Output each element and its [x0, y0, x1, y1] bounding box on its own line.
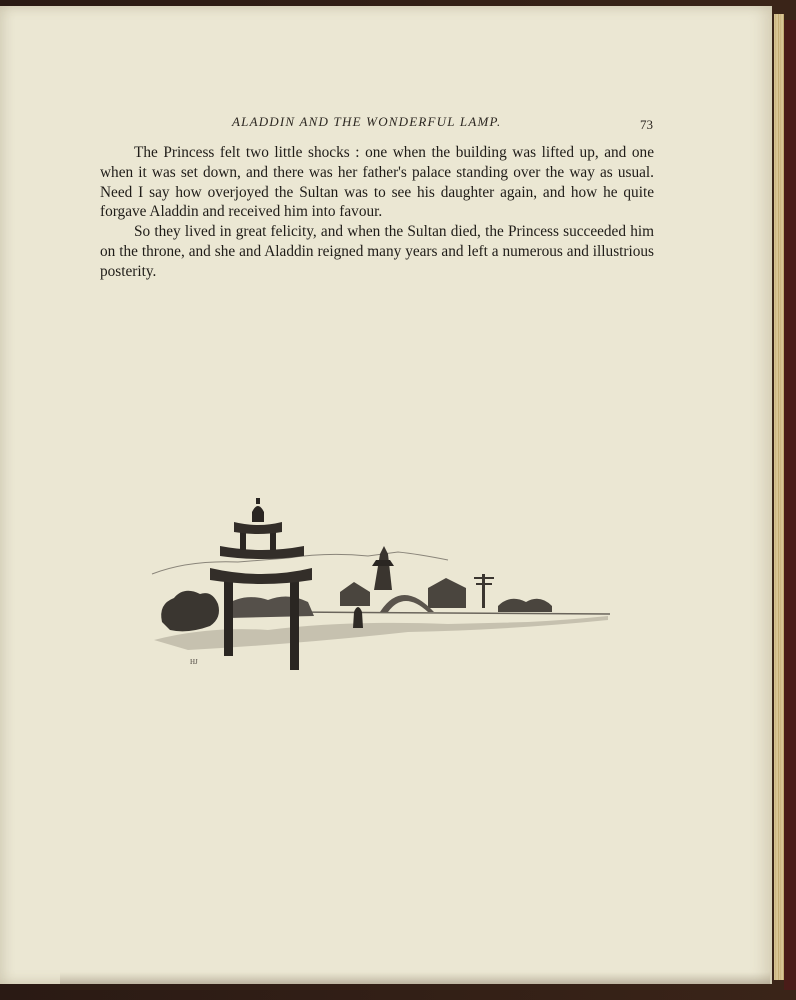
book-cover-edge	[784, 20, 796, 990]
gate-post-right	[290, 576, 299, 670]
gate-middle-beam	[220, 546, 304, 559]
artist-mark: HJ	[190, 658, 198, 666]
gate-finial-tip	[256, 498, 260, 504]
gate-top-beam	[234, 522, 282, 534]
page-number: 73	[640, 117, 653, 132]
book-page	[0, 6, 772, 984]
gate-finial	[252, 506, 264, 522]
page-bottom-shadow	[60, 972, 770, 990]
pagoda-tower	[374, 546, 392, 590]
paragraph-2: So they lived in great felicity, and when the Sultan died, the Princess succeeded him on the throne, and she and Aladdin reigned many years and left a numerous and illustrious posterity.	[100, 223, 654, 280]
paragraph-1: The Princess felt two little shocks : one when the building was lifted up, and one when it was set down, and there was her father's palace standing over the way as usual. Need I say how overjoyed the Sultan was to see his daughter again, and how he quite forgave Aladdin and received him into favour.	[100, 144, 654, 221]
pagoda-roof	[372, 560, 394, 566]
page-stack-edge	[774, 14, 784, 980]
shrubs-mid	[224, 596, 314, 618]
gate-post-left	[224, 576, 233, 656]
shrubs-left	[161, 591, 219, 632]
trees-right	[498, 599, 552, 612]
running-head-title: ALADDIN AND THE WONDERFUL LAMP.	[232, 114, 502, 129]
gate-lower-beam	[210, 568, 312, 584]
sea-line	[288, 612, 610, 614]
gateway-landscape-illustration	[148, 494, 614, 679]
walking-figure	[353, 607, 363, 628]
house-left	[340, 582, 370, 606]
house-right	[428, 578, 466, 608]
ground	[154, 616, 608, 650]
body-text	[100, 143, 654, 282]
mast	[482, 574, 485, 608]
bridge-arch	[380, 595, 434, 612]
